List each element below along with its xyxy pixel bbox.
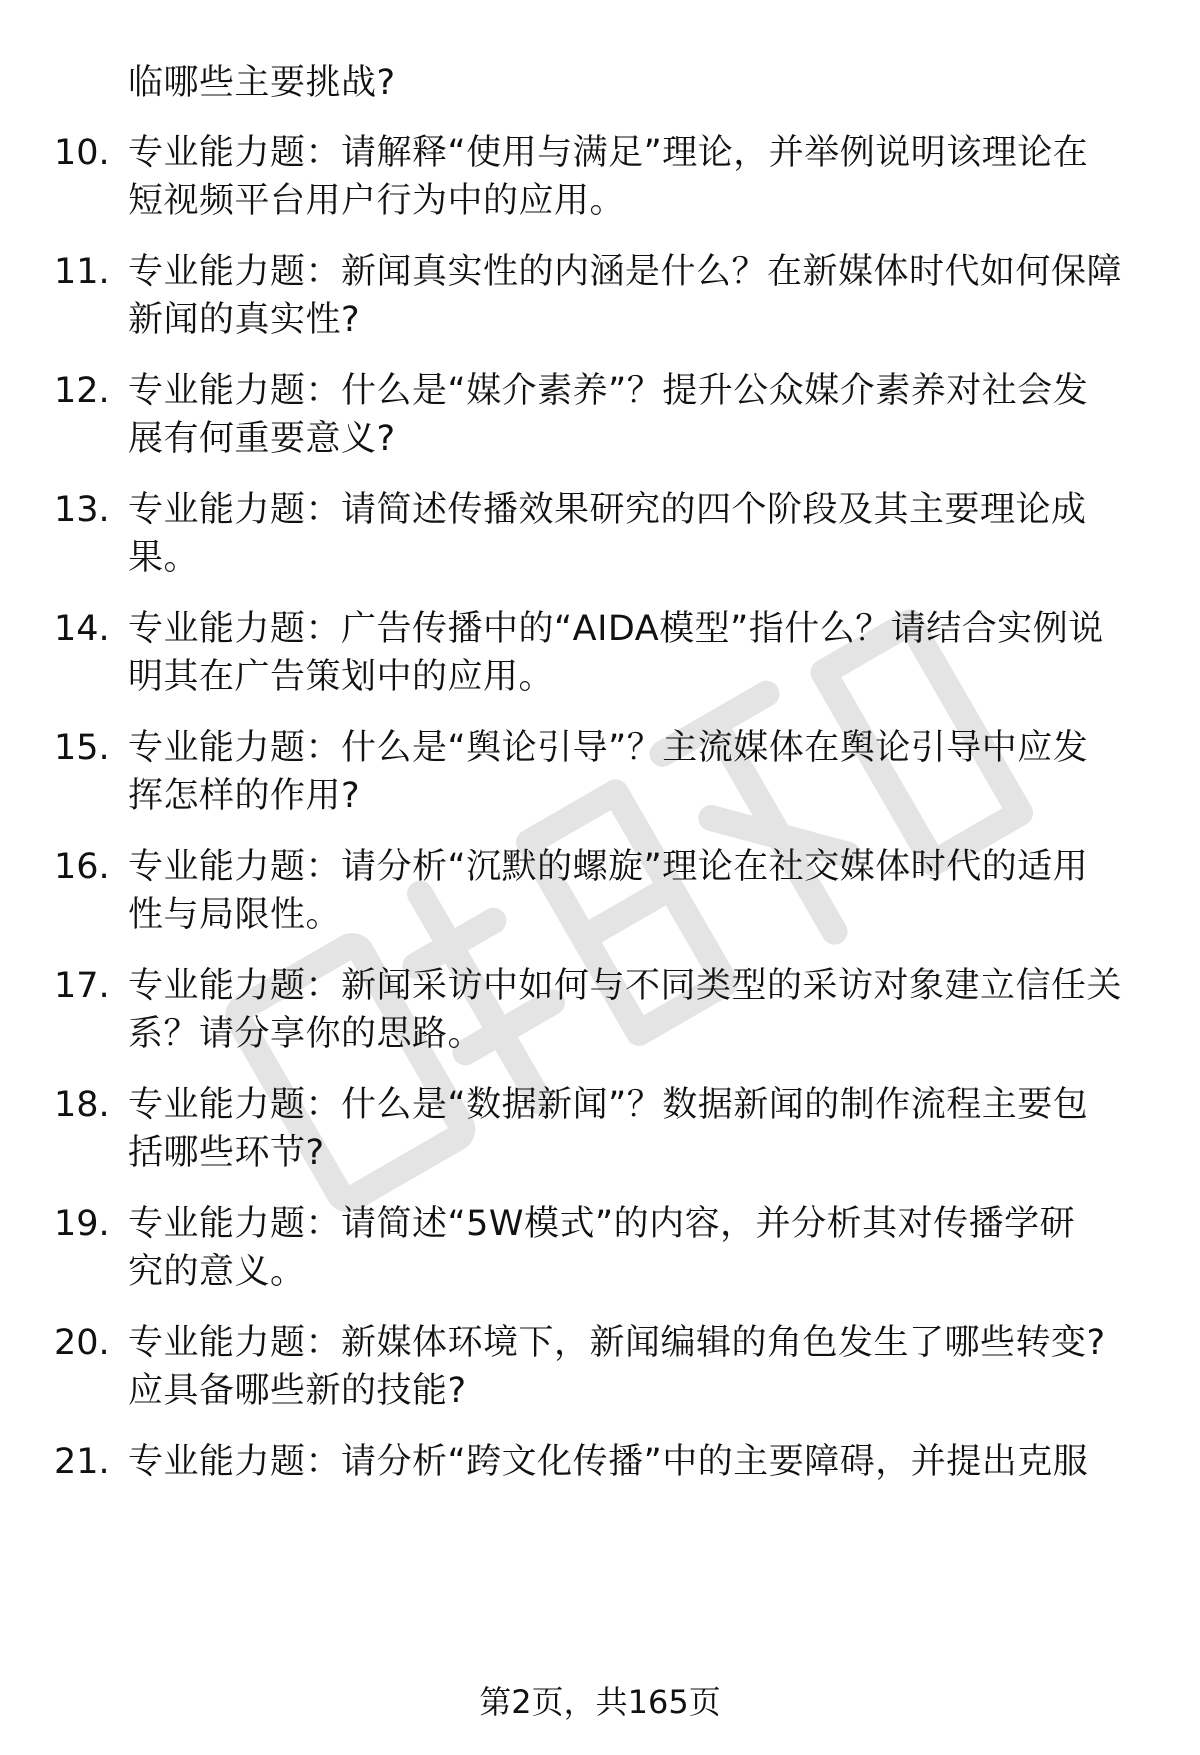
question-text-line1: 专业能力题：新闻真实性的内涵是什么？在新媒体时代如何保障 (128, 252, 1123, 292)
question-text-line1: 专业能力题：新媒体环境下，新闻编辑的角色发生了哪些转变? (128, 1323, 1106, 1363)
question-text-line1: 专业能力题：什么是“舆论引导”？主流媒体在舆论引导中应发 (128, 728, 1089, 768)
question-text-line2: 明其在广告策划中的应用。 (128, 657, 555, 697)
question-number: 21. (54, 1442, 110, 1482)
question-text-line1: 专业能力题：请简述“5W模式”的内容，并分析其对传播学研 (128, 1204, 1076, 1244)
question-number: 19. (54, 1204, 110, 1244)
question-number: 15. (54, 728, 110, 768)
question-text-line2: 展有何重要意义? (128, 419, 396, 459)
question-number: 20. (54, 1323, 110, 1363)
question-text-line2: 性与局限性。 (128, 895, 342, 935)
question-text-line2: 究的意义。 (128, 1252, 306, 1292)
question-text-line1: 专业能力题：请解释“使用与满足”理论，并举例说明该理论在 (128, 133, 1089, 173)
question-number: 13. (54, 490, 110, 530)
question-text-line1: 专业能力题：请简述传播效果研究的四个阶段及其主要理论成 (128, 490, 1087, 530)
question-text-line2: 应具备哪些新的技能? (128, 1371, 467, 1411)
question-text-line2: 挥怎样的作用? (128, 776, 361, 816)
question-number: 14. (54, 609, 110, 649)
question-text-line1: 专业能力题：什么是“媒介素养”？提升公众媒介素养对社会发 (128, 371, 1089, 411)
question-text-line1: 专业能力题：新闻采访中如何与不同类型的采访对象建立信任关 (128, 966, 1123, 1006)
question-number: 12. (54, 371, 110, 411)
question-text-line2: 果。 (128, 538, 200, 578)
question-number: 16. (54, 847, 110, 887)
question-number: 18. (54, 1085, 110, 1125)
question-number: 17. (54, 966, 110, 1006)
question-text-line2: 新闻的真实性? (128, 300, 361, 340)
question-text-line2: 短视频平台用户行为中的应用。 (128, 181, 626, 221)
question-number: 11. (54, 252, 110, 292)
question-text-line1: 专业能力题：请分析“跨文化传播”中的主要障碍，并提出克服 (128, 1442, 1089, 1482)
question-text-line1: 专业能力题：什么是“数据新闻”？数据新闻的制作流程主要包 (128, 1085, 1089, 1125)
question-number: 10. (54, 133, 110, 173)
question-text-line2: 括哪些环节? (128, 1133, 325, 1173)
question-text-line1: 专业能力题：广告传播中的“AIDA模型”指什么？请结合实例说 (128, 609, 1104, 649)
continuation-text: 临哪些主要挑战? (128, 63, 396, 103)
question-text-line2: 系？请分享你的思路。 (128, 1014, 484, 1054)
page-footer: 第2页，共165页 (479, 1683, 721, 1721)
question-text-line1: 专业能力题：请分析“沉默的螺旋”理论在社交媒体时代的适用 (128, 847, 1089, 887)
